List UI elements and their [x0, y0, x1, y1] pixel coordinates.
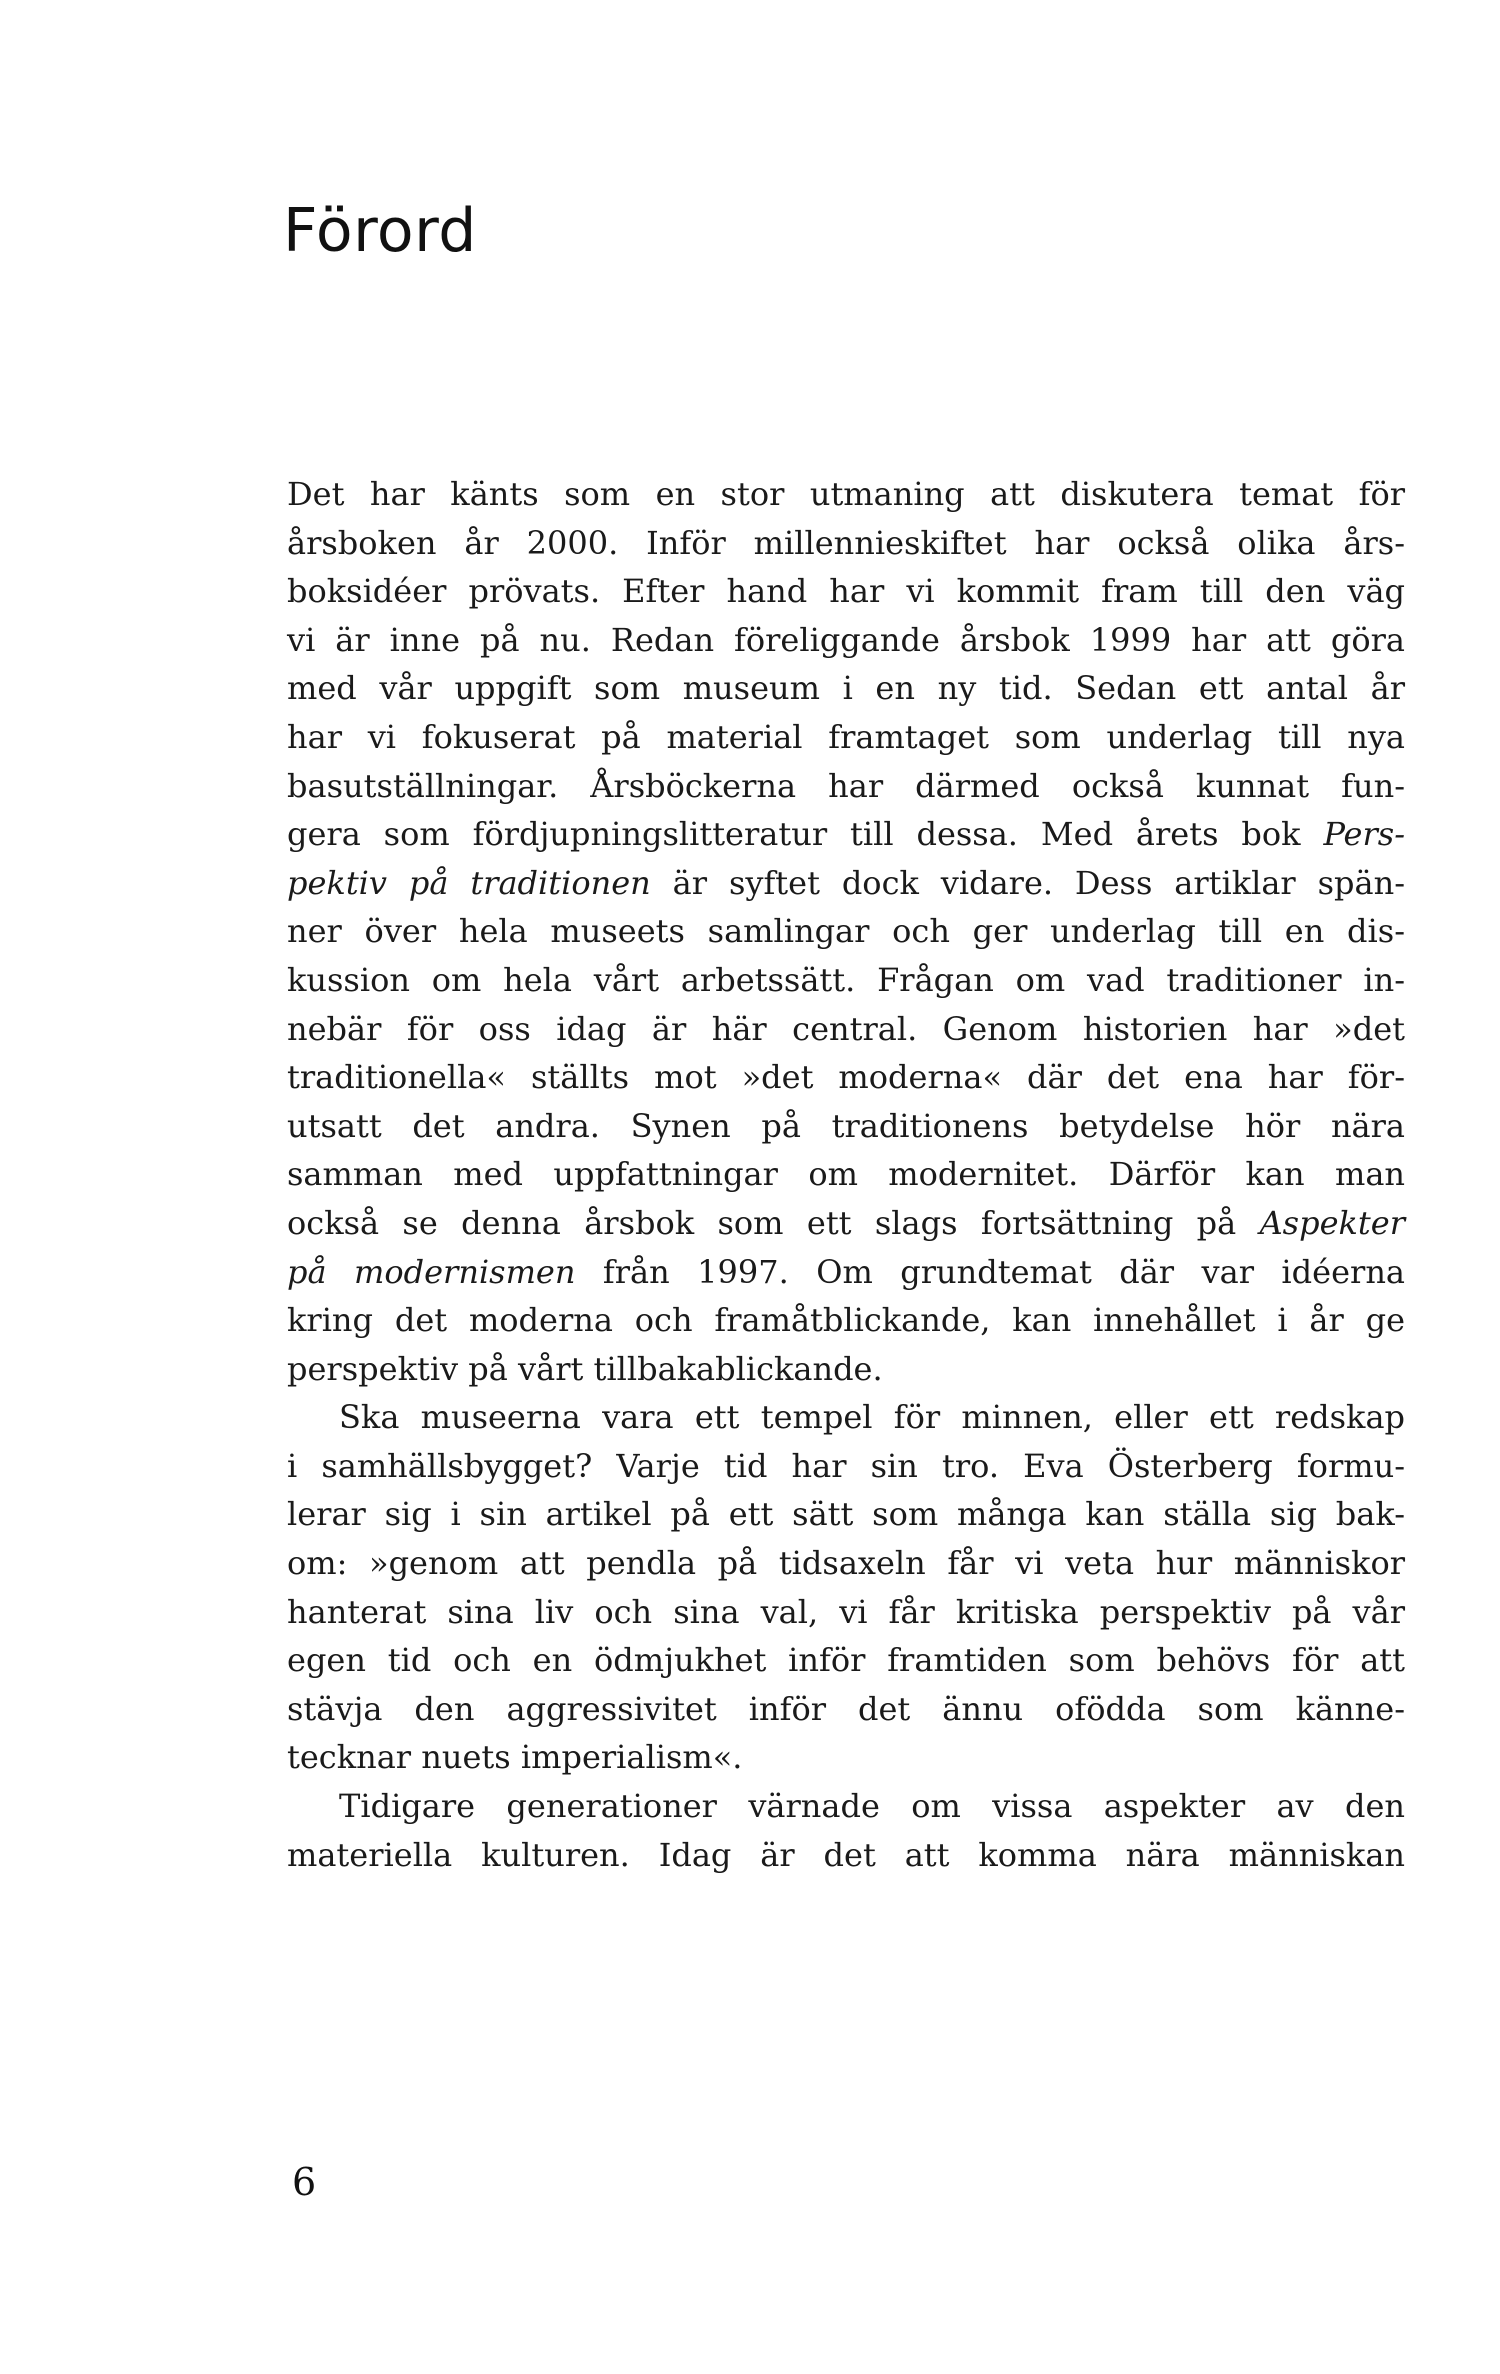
text-line: egen tid och en ödmjukhet inför framtiden som behövs för att — [287, 1641, 1405, 1680]
text-line: med vår uppgift som museum i en ny tid. Sedan ett antal år — [287, 669, 1405, 708]
text-line: samman med uppfattningar om modernitet. Därför kan man — [287, 1155, 1405, 1194]
italic-title: på modernismen — [287, 1252, 576, 1291]
body-text — [287, 470, 1405, 1879]
text-line: nebär för oss idag är här central. Genom historien har »det — [287, 1009, 1405, 1048]
chapter-heading: Förord — [283, 196, 477, 266]
paragraph-3 — [287, 1782, 1405, 1879]
text-line: också se denna årsbok som ett slags fortsättning på Aspekter — [287, 1203, 1405, 1242]
text-line: materiella kulturen. Idag är det att komma nära människan — [287, 1835, 1405, 1874]
text-line: boksidéer prövats. Efter hand har vi kommit fram till den väg — [287, 572, 1405, 611]
text-line: basutställningar. Årsböckerna har därmed också kunnat fun- — [287, 766, 1405, 805]
text-line: utsatt det andra. Synen på traditionens betydelse hör nära — [287, 1106, 1405, 1145]
text-line: i samhällsbygget? Varje tid har sin tro. Eva Österberg formu- — [287, 1446, 1405, 1485]
italic-title: Pers- — [1323, 815, 1405, 854]
text-line: Det har känts som en stor utmaning att diskutera temat för — [287, 475, 1405, 513]
text-line: på modernismen från 1997. Om grundtemat där var idéerna — [287, 1252, 1406, 1291]
text-line: kussion om hela vårt arbetssätt. Frågan om vad traditioner in- — [287, 960, 1405, 999]
text-line: om: »genom att pendla på tidsaxeln får vi veta hur människor — [287, 1544, 1405, 1583]
text-line: pektiv på traditionen är syftet dock vidare. Dess artiklar spän- — [287, 863, 1406, 902]
text-line: gera som fördjupningslitteratur till dessa. Med årets bok Pers- — [287, 815, 1405, 854]
italic-title: pektiv på traditionen — [287, 863, 651, 902]
italic-title: Aspekter — [1259, 1203, 1405, 1242]
text-line: perspektiv på vårt tillbakablickande. — [287, 1349, 883, 1388]
text-line: ner över hela museets samlingar och ger underlag till en dis- — [287, 912, 1405, 951]
paragraph-1 — [287, 470, 1405, 1393]
text-line: stävja den aggressivitet inför det ännu ofödda som känne- — [287, 1689, 1405, 1728]
text-line: har vi fokuserat på material framtaget som underlag till nya — [287, 717, 1405, 756]
text-line: tecknar nuets imperialism«. — [287, 1738, 743, 1777]
text-line: kring det moderna och framåtblickande, kan innehållet i år ge — [287, 1301, 1405, 1340]
paragraph-2 — [287, 1393, 1405, 1782]
text-line: Tidigare generationer värnade om vissa aspekter av den — [339, 1787, 1405, 1826]
text-line: Ska museerna vara ett tempel för minnen, eller ett redskap — [339, 1398, 1405, 1437]
page-number: 6 — [292, 2160, 317, 2204]
text-line: lerar sig i sin artikel på ett sätt som många kan ställa sig bak- — [287, 1495, 1405, 1534]
text-line: vi är inne på nu. Redan föreliggande årsbok 1999 har att göra — [287, 620, 1405, 659]
text-line: traditionella« ställts mot »det moderna« där det ena har för- — [287, 1058, 1405, 1097]
text-line: hanterat sina liv och sina val, vi får kritiska perspektiv på vår — [287, 1592, 1405, 1631]
text-line: årsboken år 2000. Inför millennieskiftet har också olika års- — [287, 523, 1405, 562]
